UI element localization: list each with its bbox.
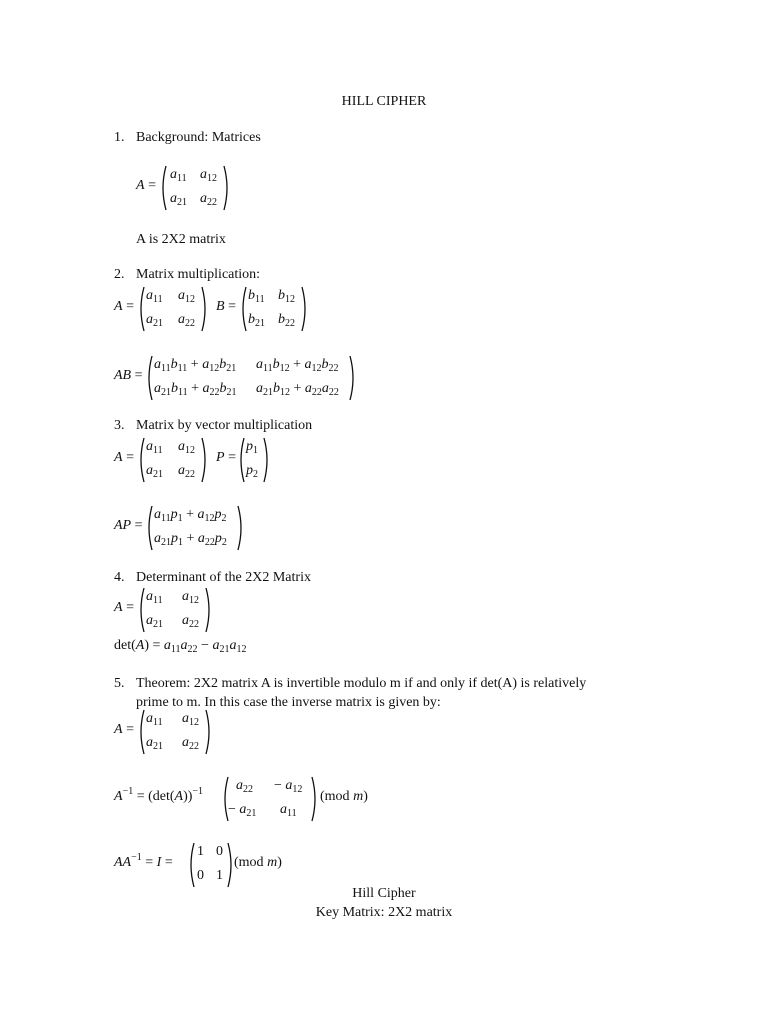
section-5-number: 5. <box>114 676 125 691</box>
section-5-heading-line2: prime to m. In this case the inverse matrix is given by: <box>136 695 441 710</box>
matrix-a-4: $a_{11}$ $a_{12}$ $a_{21}$ $a_{22}$ <box>138 586 212 634</box>
identity-eq: $AA^{-1} = I$ = <box>114 852 173 870</box>
section-3-number: 3. <box>114 418 125 433</box>
section-4-heading: Determinant of the 2X2 Matrix <box>136 570 311 585</box>
product-ap-vector: $a_{11}p_1 + a_{12}p_2$ $a_{21}p_1 + a_{22}p_2$ <box>146 504 244 552</box>
mod-m-label-2: (mod m) <box>234 855 282 870</box>
mod-m-label-1: (mod m) <box>320 789 368 804</box>
identity-matrix: 1 0 0 1 <box>188 841 234 889</box>
vector-p-eq: P = <box>216 450 236 465</box>
section-1-number: 1. <box>114 130 125 145</box>
matrix-a-eq-3: A = <box>114 450 134 465</box>
inverse-eq: $A^{-1} = (\det(A))^{-1}$ <box>114 786 204 804</box>
matrix-a-eq-1: A = <box>136 178 156 193</box>
section-1-note: A is 2X2 matrix <box>136 232 226 247</box>
section-4-number: 4. <box>114 570 125 585</box>
matrix-b-eq: B = <box>216 299 236 314</box>
adjugate-matrix: $a_{22}$ − $a_{12}$ − $a_{21}$ $a_{11}$ <box>222 775 318 823</box>
matrix-a-1: $a_{11}$ $a_{12}$ $a_{21}$ $a_{22}$ <box>160 164 230 212</box>
determinant-formula: $\det(A) = a_{11}a_{22} - a_{21}a_{12}$ <box>114 638 247 655</box>
vector-p: $p_1$ $p_2$ <box>238 436 270 484</box>
section-3-heading: Matrix by vector multiplication <box>136 418 313 433</box>
page-title: HILL CIPHER <box>341 94 427 109</box>
matrix-a-5: $a_{11}$ $a_{12}$ $a_{21}$ $a_{22}$ <box>138 708 212 756</box>
section-2-number: 2. <box>114 267 125 282</box>
section-1-heading: Background: Matrices <box>136 130 261 145</box>
matrix-b: $b_{11}$ $b_{12}$ $b_{21}$ $b_{22}$ <box>240 285 308 333</box>
section-2-heading: Matrix multiplication: <box>136 267 261 282</box>
product-ab-matrix: $a_{11}b_{11} + a_{12}b_{21}$ $a_{11}b_{12} + a_{12}b_{22}$ $a_{21}b_{11} + a_{22}b_{21}$ $a_{21}b_{12} + a_{22}a_{22}$ <box>146 354 356 402</box>
product-ab-eq: AB = <box>114 368 143 383</box>
section-5-heading-line1: Theorem: 2X2 matrix A is invertible modulo m if and only if det(A) is relatively <box>136 676 587 691</box>
matrix-a-eq-4: A = <box>114 600 134 615</box>
matrix-a-eq-2: A = <box>114 299 134 314</box>
matrix-a-2: $a_{11}$ $a_{12}$ $a_{21}$ $a_{22}$ <box>138 285 208 333</box>
product-ap-eq: AP = <box>114 518 143 533</box>
footer-heading: Hill Cipher <box>352 886 416 901</box>
matrix-a-eq-5: A = <box>114 722 134 737</box>
footer-subheading: Key Matrix: 2X2 matrix <box>315 905 453 920</box>
matrix-a-3: $a_{11}$ $a_{12}$ $a_{21}$ $a_{22}$ <box>138 436 208 484</box>
